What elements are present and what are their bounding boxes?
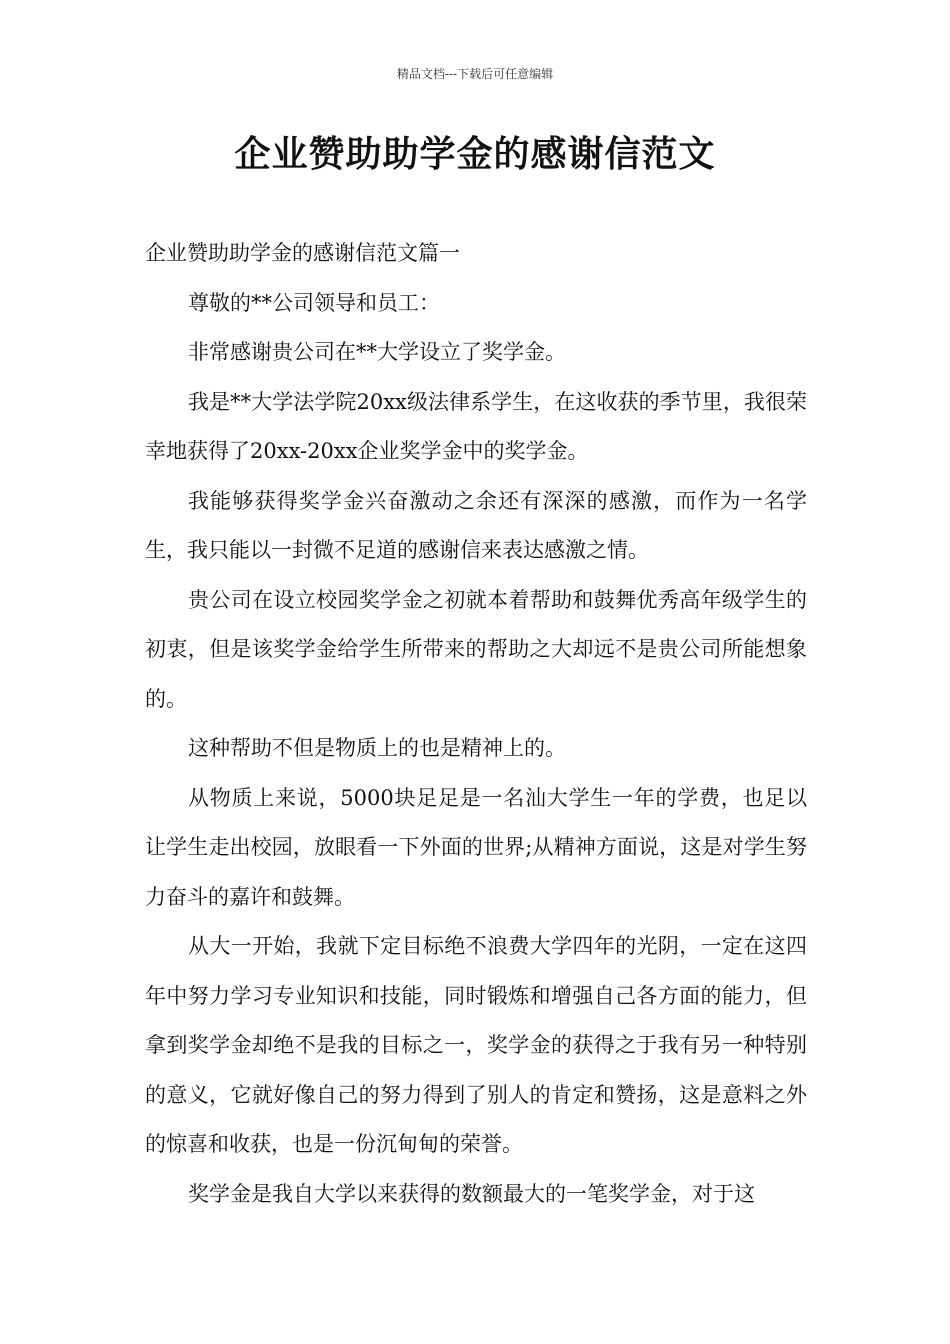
document-body bbox=[145, 229, 807, 1219]
paragraph-gratitude: 我能够获得奖学金兴奋激动之余还有深深的感激，而作为一名学生，我只能以一封微不足道的感谢信来表达感激之情。 bbox=[145, 488, 807, 562]
paragraph-introduction: 我是**大学法学院20xx级法律系学生，在这收获的季节里，我很荣幸地获得了20xx-20xx企业奖学金中的奖学金。 bbox=[145, 389, 807, 463]
paragraph-help-type: 这种帮助不但是物质上的也是精神上的。 bbox=[188, 736, 566, 760]
section-subtitle: 企业赞助助学金的感谢信范文篇一 bbox=[145, 241, 460, 265]
paragraph-salutation: 尊敬的**公司领导和员工： bbox=[188, 290, 440, 315]
paragraph-thanks: 非常感谢贵公司在**大学设立了奖学金。 bbox=[188, 340, 566, 364]
paragraph-purpose: 贵公司在设立校园奖学金之初就本着帮助和鼓舞优秀高年级学生的初衷，但是该奖学金给学生所带来的帮助之大却远不是贵公司所能想象的。 bbox=[145, 587, 807, 711]
document-title: 企业赞助助学金的感谢信范文 bbox=[234, 133, 716, 175]
paragraph-largest-scholarship: 奖学金是我自大学以来获得的数额最大的一笔奖学金，对于这 bbox=[188, 1181, 755, 1206]
paragraph-material-spiritual: 从物质上来说，5000块足足是一名汕大学生一年的学费，也足以让学生走出校园，放眼看一下外面的世界;从精神方面说，这是对学生努力奋斗的嘉许和鼓舞。 bbox=[145, 785, 807, 909]
header-note: 精品文档---下载后可任意编辑 bbox=[396, 67, 554, 81]
paragraph-goal: 从大一开始，我就下定目标绝不浪费大学四年的光阴，一定在这四年中努力学习专业知识和技能，同时锻炼和增强自己各方面的能力，但拿到奖学金却绝不是我的目标之一，奖学金的获得之于我有另一种特别的意义，它就好像自己的努力得到了别人的肯定和赞扬，这是意料之外的惊喜和收获，也是一份沉甸甸的荣誉。 bbox=[145, 934, 807, 1156]
